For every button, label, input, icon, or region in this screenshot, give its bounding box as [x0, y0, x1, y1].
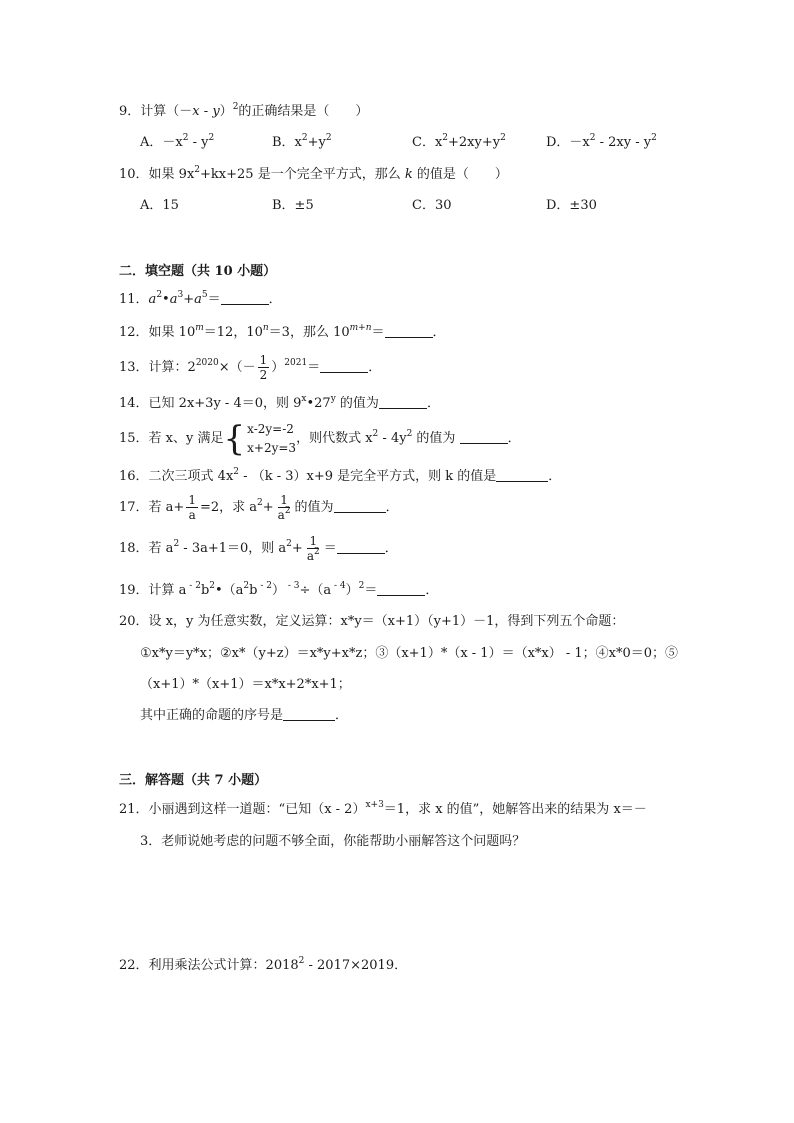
answer-blank[interactable] — [379, 394, 427, 409]
option-c: C．$x^2+2xy+y^2$ — [412, 133, 506, 150]
option-b: B．$x^2+y^2$ — [272, 133, 332, 150]
answer-blank[interactable] — [385, 323, 433, 338]
answer-blank[interactable] — [496, 467, 548, 482]
answer-blank[interactable] — [377, 581, 425, 596]
option-c: C．30 — [412, 198, 452, 213]
question-11: 11．$a^2•a^3+a^5=$ ． — [119, 290, 282, 307]
fraction: $\frac{1}{2}$ — [259, 353, 268, 382]
question-number: 9． — [119, 104, 141, 119]
question-13: 13．计算：$2^{2020}\times(-$ $\frac{1}{2}$ ）$^{2021}$＝ ． — [119, 353, 382, 382]
question-17: 17．若 a+ $\frac{1}{a}$ =2，求 $a^2+$ $\frac{1}{a^2}$ 的值为 ． — [119, 493, 399, 522]
question-20-propositions: ①x*y＝y*x；②x*（y+z）＝x*y+x*z；③（x+1）*（x - 1）＝（x*x） - 1；④x*0＝0；⑤ — [140, 646, 679, 661]
question-15: 15．若 x、y 满足 { x-2y=-2 x+2y=3 ，则代数式 $x^2 - 4y^2$ 的值为 ． — [119, 418, 521, 459]
fraction: $\frac{1}{a^2}$ — [277, 493, 291, 522]
question-20-propositions-cont: （x+1）*（x+1）＝x*x+2*x+1； — [140, 677, 351, 692]
section-heading-fill-in: 二．填空题（共 10 小题） — [119, 264, 277, 279]
answer-blank[interactable] — [221, 290, 269, 305]
answer-blank[interactable] — [460, 429, 508, 444]
question-19: 19．计算 a $^{- 2}b^2•(a^2b$ $^{- 2}$） $^{- 3}$÷（a $^{- 4}$）$^2$＝ ． — [119, 581, 439, 598]
answer-blank[interactable] — [283, 706, 335, 721]
question-16: 16．二次三项式 $4x^2 - (k - 3)x+9$ 是完全平方式，则 k 的值是 ． — [119, 467, 562, 484]
answer-blank[interactable] — [320, 358, 368, 373]
question-18: 18．若 $a^2 - 3a+1=0$，则 $a^2+$ $\frac{1}{a^2}$ ＝ ． — [119, 534, 398, 563]
question-20: 20．设 x，y 为任意实数，定义运算：x*y＝（x+1）（y+1）－1，得到下列五个命题： — [119, 614, 625, 629]
question-22: 22．利用乘法公式计算：2018$^2$ - 2017×2019． — [119, 956, 408, 973]
question-14: 14．已知 2x+3y - 4＝0，则 9$^x$•27$^y$ 的值为 ． — [119, 394, 440, 411]
fraction: $\frac{1}{a^2}$ — [306, 534, 320, 563]
option-d: D．±30 — [546, 198, 597, 213]
question-21: 21．小丽遇到这样一道题：“已知（x - 2）$^{x+3}$＝1，求 x 的值”，她解答出来的结果为 x＝－ — [119, 800, 647, 817]
question-21-cont: 3．老师说她考虑的问题不够全面，你能帮助小丽解答这个问题吗？ — [140, 834, 526, 849]
section-heading-solutions: 三．解答题（共 7 小题） — [119, 773, 268, 788]
question-9: 9．计算$(-x - y)^2$的正确结果是（ ） — [119, 102, 369, 119]
question-10: 10．如果 $9x^2+kx+25$ 是一个完全平方式，那么 k 的值是（ ） — [119, 165, 508, 182]
option-a: A．$-x^2 - y^2$ — [140, 133, 215, 150]
option-a: A．15 — [140, 198, 179, 213]
answer-blank[interactable] — [337, 539, 385, 554]
question-12: 12．如果 $10^m=12$，$10^n=3$，那么 $10^{m+n}=$ ． — [119, 323, 446, 340]
question-number: 10． — [119, 167, 149, 182]
question-20-prompt: 其中正确的命题的序号是 ． — [140, 708, 349, 723]
brace-icon: { — [223, 418, 246, 459]
equation-system: { x-2y=-2 x+2y=3 — [223, 418, 297, 459]
option-b: B．±5 — [272, 198, 314, 213]
answer-blank[interactable] — [334, 498, 386, 513]
fraction: $\frac{1}{a}$ — [188, 493, 196, 522]
option-d: D．$-x^2 - 2xy - y^2$ — [546, 133, 657, 150]
